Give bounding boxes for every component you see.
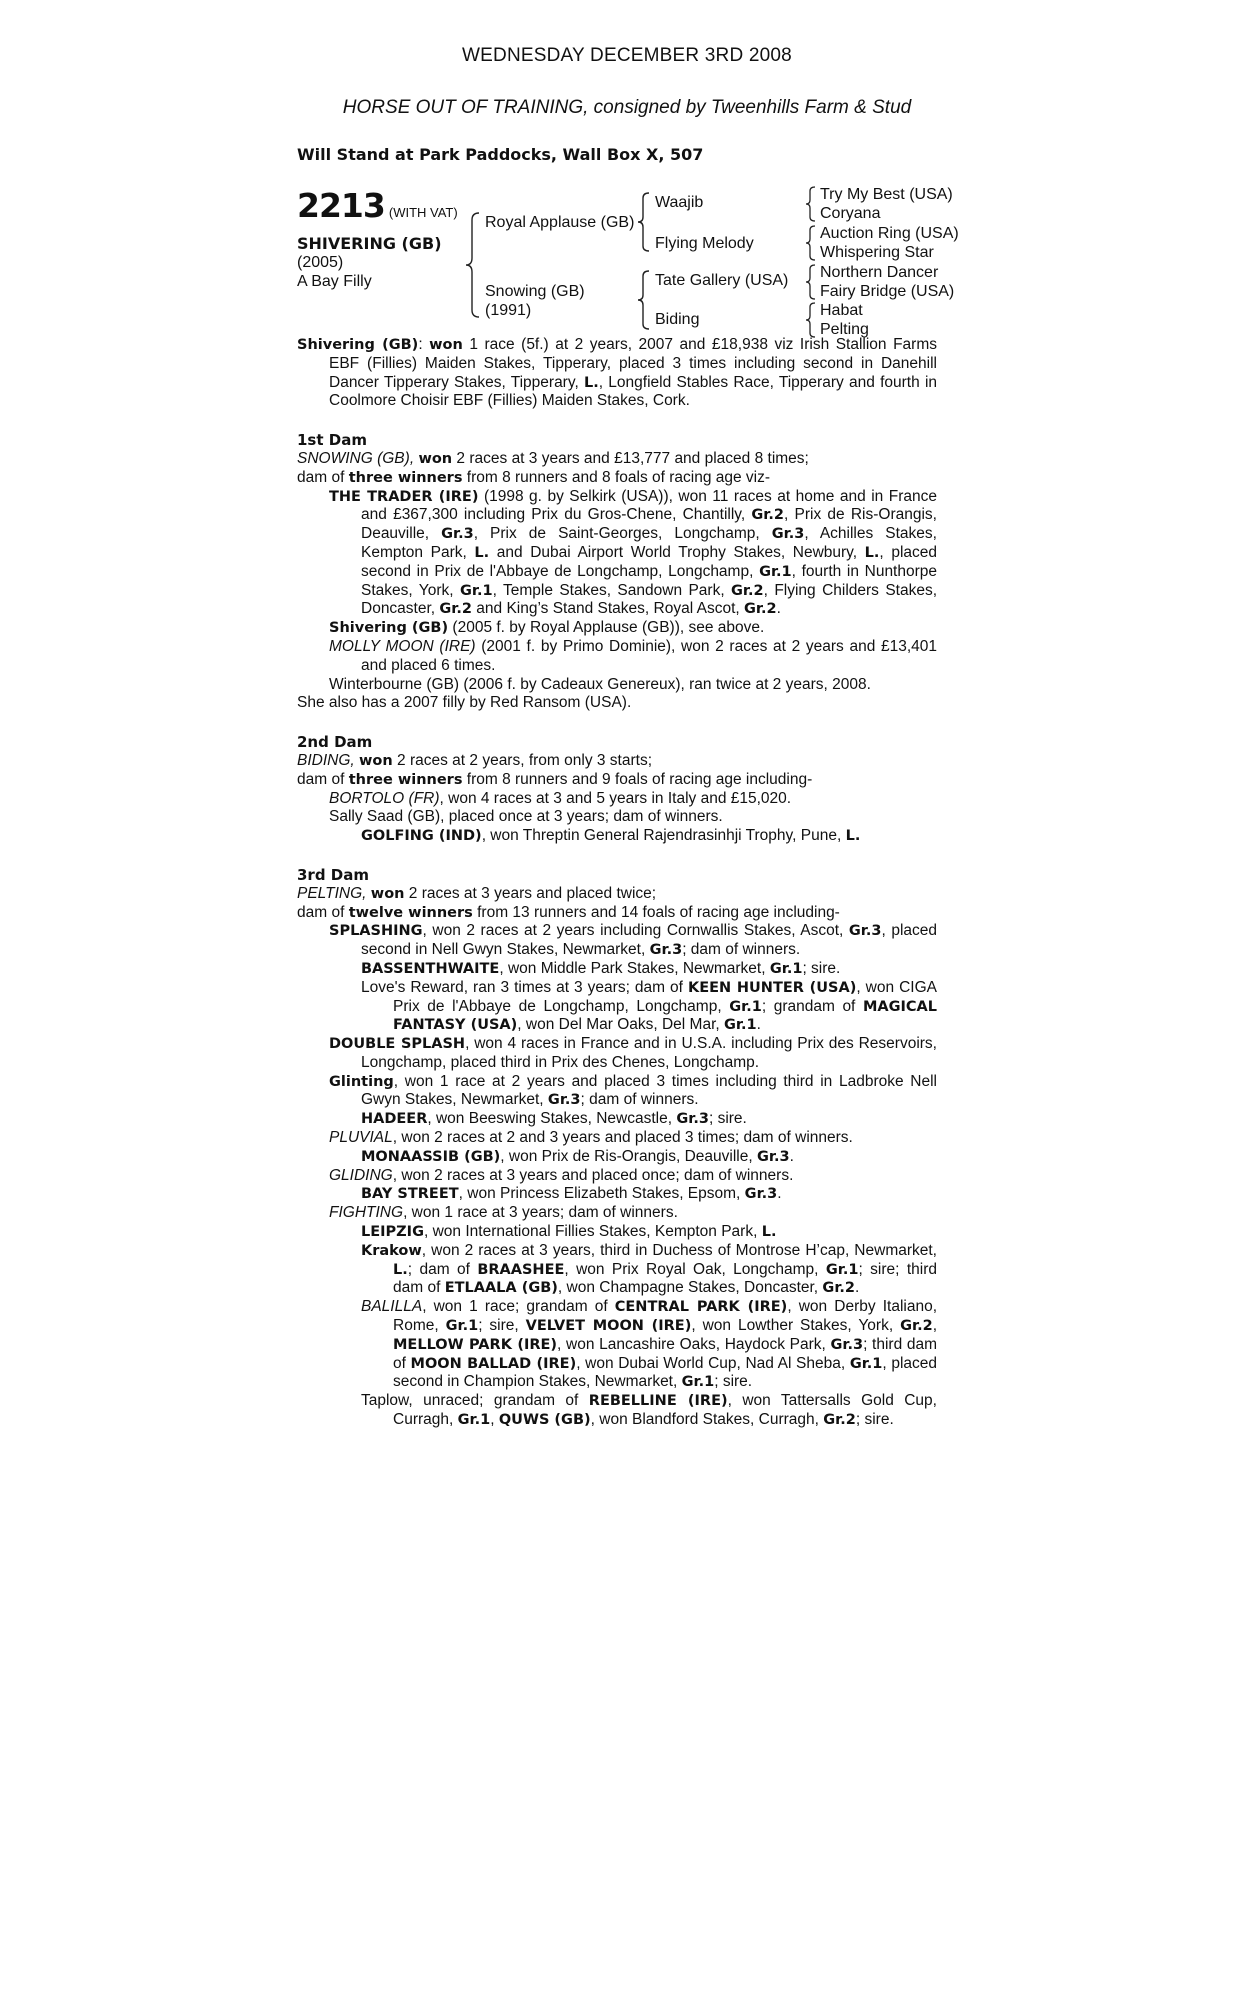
produce-shivering: Shivering (GB) (2005 f. by Royal Applause (GB)), see above. xyxy=(329,619,765,637)
pedigree-brace-dam xyxy=(637,270,651,330)
pedigree-sdd: Whispering Star xyxy=(820,244,934,261)
produce-molly-moon: MOLLY MOON (IRE) (2001 f. by Primo Dominie), won 2 races at 2 years and £13,401 and placed 6 times. xyxy=(329,637,938,674)
produce-splashing: SPLASHING, won 2 races at 2 years including Cornwallis Stakes, Ascot, Gr.3, placed second in Nell Gwyn Stakes, Newmarket, Gr.3; dam of winners. xyxy=(329,922,937,959)
first-dam-heading: 1st Dam xyxy=(297,431,367,450)
produce-golfing: GOLFING (IND), won Threptin General Rajendrasinhji Trophy, Pune, L. xyxy=(361,827,861,845)
pedigree-sire-sire: Waajib xyxy=(655,194,704,211)
stand-location: Will Stand at Park Paddocks, Wall Box X, 507 xyxy=(297,145,704,164)
pedigree-dss: Northern Dancer xyxy=(820,264,939,281)
lot-number: 2213 xyxy=(297,186,385,225)
third-dam-produce-summary: dam of twelve winners from 13 runners and 14 foals of racing age including- xyxy=(297,903,840,921)
produce-gliding: GLIDING, won 2 races at 3 years and placed once; dam of winners. xyxy=(329,1166,794,1184)
horse-year: (2005) xyxy=(297,254,344,271)
pedigree-brace-sire xyxy=(637,192,651,252)
produce-monaassib: MONAASSIB (GB), won Prix de Ris-Orangis, Deauville, Gr.3. xyxy=(361,1147,794,1165)
pedigree-dds: Habat xyxy=(820,302,863,319)
third-dam-heading: 3rd Dam xyxy=(297,865,369,884)
first-dam-produce-summary: dam of three winners from 8 runners and 8 foals of racing age viz- xyxy=(297,468,771,486)
pedigree-dam: Snowing (GB) xyxy=(485,283,585,300)
produce-hadeer: HADEER, won Beeswing Stakes, Newcastle, Gr.3; sire. xyxy=(361,1110,747,1128)
pedigree-dsd: Fairy Bridge (USA) xyxy=(820,283,955,300)
pedigree-brace-sd xyxy=(805,225,817,261)
pedigree-sss: Try My Best (USA) xyxy=(820,186,953,203)
produce-glinting: Glinting, won 1 race at 2 years and placed 3 times including third in Ladbroke Nell Gwyn Stakes, Newmarket, Gr.3; dam of winners. xyxy=(329,1072,937,1109)
produce-the-trader: THE TRADER (IRE) (1998 g. by Selkirk (USA)), won 11 races at home and in France and £367,300 including Prix du Gros-Chene, Chantilly, Gr.2, Prix de Ris-Orangis, Deauville, Gr.3, Prix de Saint-Georges, Longchamp, Gr.3, Achilles Stakes, Kempton Park, L. and Dubai Airport World Trophy Stakes, Newbury, L., placed second in Prix de l'Abbaye de Longchamp, Longchamp, Gr.1, fourth in Nunthorpe Stakes, York, Gr.1, Temple Stakes, Sandown Park, Gr.2, Flying Childers Stakes, Doncaster, Gr.2 and King’s Stand Stakes, Royal Ascot, Gr.2. xyxy=(329,487,938,618)
produce-balilla: BALILLA, won 1 race; grandam of CENTRAL PARK (IRE), won Derby Italiano, Rome, Gr.1; sire, VELVET MOON (IRE), won Lowther Stakes, York, Gr.2, MELLOW PARK (IRE), won Lancashire Oaks, Haydock Park, Gr.3; third dam of MOON BALLAD (IRE), won Dubai World Cup, Nad Al Sheba, Gr.1, placed second in Champion Stakes, Newmarket, Gr.1; sire. xyxy=(361,1298,938,1391)
produce-taplow: Taplow, unraced; grandam of REBELLINE (IRE), won Tattersalls Gold Cup, Curragh, Gr.1, QUWS (GB), won Blandford Stakes, Curragh, Gr.2; sire. xyxy=(361,1392,937,1429)
pedigree-brace-ds xyxy=(805,264,817,300)
consignment-line: HORSE OUT OF TRAINING, consigned by Tweenhills Farm & Stud xyxy=(342,97,912,118)
horse-description: A Bay Filly xyxy=(297,273,372,290)
pedigree-dam-dam: Biding xyxy=(655,311,700,328)
produce-pluvial: PLUVIAL, won 2 races at 2 and 3 years and placed 3 times; dam of winners. xyxy=(329,1129,853,1147)
first-dam-line: SNOWING (GB), won 2 races at 3 years and £13,777 and placed 8 times; xyxy=(297,449,809,467)
race-record: Shivering (GB): won 1 race (5f.) at 2 years, 2007 and £18,938 viz Irish Stallion Farms EBF (Fillies) Maiden Stakes, Tipperary, placed 3 times including second in Danehill Dancer Tipperary Stakes, Tipperary, L., Longfield Stables Race, Tipperary and fourth in Coolmore Choisir EBF (Fillies) Maiden Stakes, Cork. xyxy=(297,336,938,410)
lot-heading xyxy=(297,186,458,225)
produce-winterbourne: Winterbourne (GB) (2006 f. by Cadeaux Genereux), ran twice at 2 years, 2008. xyxy=(329,675,871,693)
pedigree-dam-year: (1991) xyxy=(485,302,532,319)
horse-name: SHIVERING (GB) xyxy=(297,234,442,253)
pedigree-dam-sire: Tate Gallery (USA) xyxy=(655,272,789,289)
pedigree-ssd: Coryana xyxy=(820,205,881,222)
pedigree-brace-ss xyxy=(805,186,817,222)
produce-leipzig: LEIPZIG, won International Fillies Stakes, Kempton Park, L. xyxy=(361,1223,777,1241)
second-dam-produce-summary: dam of three winners from 8 runners and 9 foals of racing age including- xyxy=(297,770,813,788)
second-dam-heading: 2nd Dam xyxy=(297,733,373,752)
pedigree-sire-dam: Flying Melody xyxy=(655,235,754,252)
pedigree-sire: Royal Applause (GB) xyxy=(485,214,635,231)
produce-bassenthwaite: BASSENTHWAITE, won Middle Park Stakes, Newmarket, Gr.1; sire. xyxy=(361,959,841,977)
pedigree-ddd: Pelting xyxy=(820,321,869,338)
third-dam-line: PELTING, won 2 races at 3 years and placed twice; xyxy=(297,884,657,902)
produce-loves-reward: Love's Reward, ran 3 times at 3 years; dam of KEEN HUNTER (USA), won CIGA Prix de l'Abbaye de Longchamp, Longchamp, Gr.1; grandam of MAGICAL FANTASY (USA), won Del Mar Oaks, Del Mar, Gr.1. xyxy=(361,978,938,1034)
produce-bay-street: BAY STREET, won Princess Elizabeth Stakes, Epsom, Gr.3. xyxy=(361,1185,782,1203)
sale-date: WEDNESDAY DECEMBER 3RD 2008 xyxy=(462,45,792,66)
produce-krakow: Krakow, won 2 races at 3 years, third in Duchess of Montrose H’cap, Newmarket, L.; dam of BRAASHEE, won Prix Royal Oak, Longchamp, Gr.1; sire; third dam of ETLAALA (GB), won Champagne Stakes, Doncaster, Gr.2. xyxy=(361,1241,937,1297)
produce-note: She also has a 2007 filly by Red Ransom (USA). xyxy=(297,694,632,712)
pedigree-sds: Auction Ring (USA) xyxy=(820,225,959,242)
produce-double-splash: DOUBLE SPLASH, won 4 races in France and in U.S.A. including Prix des Reservoirs, Longchamp, placed third in Prix des Chenes, Longchamp. xyxy=(329,1035,937,1071)
catalogue-body xyxy=(297,336,937,1430)
vat-note: (WITH VAT) xyxy=(388,205,458,220)
pedigree-brace-main xyxy=(465,212,481,318)
pedigree-brace-dd xyxy=(805,302,817,338)
produce-fighting: FIGHTING, won 1 race at 3 years; dam of winners. xyxy=(329,1204,678,1222)
second-dam-line: BIDING, won 2 races at 2 years, from only 3 starts; xyxy=(297,751,653,769)
produce-sally-saad: Sally Saad (GB), placed once at 3 years; dam of winners. xyxy=(329,808,723,826)
produce-bortolo: BORTOLO (FR), won 4 races at 3 and 5 years in Italy and £15,020. xyxy=(329,789,792,807)
